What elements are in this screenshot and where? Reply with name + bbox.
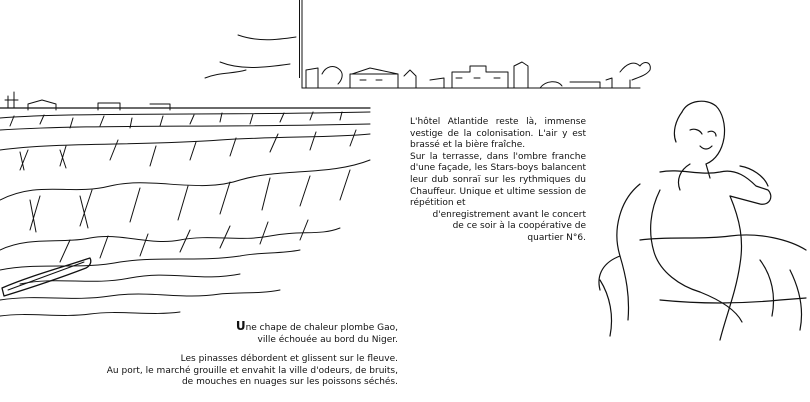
landscape-illustration xyxy=(0,35,370,316)
right-paragraph-2-end-3: quartier N°6. xyxy=(527,232,586,243)
right-paragraph-2-end-1: d'enregistrement avant le concert xyxy=(432,209,586,220)
right-caption xyxy=(410,117,586,245)
caption-line-3: Les pinasses débordent et glissent sur le fleuve. xyxy=(180,354,398,365)
dropcap: U xyxy=(235,319,246,333)
panel-divider xyxy=(299,0,300,78)
left-caption xyxy=(80,321,398,389)
town-skyline-illustration xyxy=(302,0,650,88)
caption-line-5: de mouches en nuages sur les poissons séchés. xyxy=(181,377,398,388)
caption-line-4: Au port, le marché grouille et envahit la ville d'odeurs, de bruits, xyxy=(106,365,398,376)
right-paragraph-2: Sur la terrasse, dans l'ombre franche d'une façade, les Stars-boys balancent leur dub sonraï sur les rythmiques du Chauffeur. Unique et ultime session de répétition et xyxy=(410,151,586,209)
caption-line-2: ville échouée au bord du Niger. xyxy=(257,334,398,345)
seated-man-illustration xyxy=(599,101,806,340)
right-paragraph-2-end-2: de ce soir à la coopérative de xyxy=(452,221,586,232)
caption-line-1: Une chape de chaleur plombe Gao, xyxy=(235,319,398,333)
right-paragraph-1: L'hôtel Atlantide reste là, immense vestige de la colonisation. L'air y est brassé et la bière fraîche. xyxy=(410,117,586,151)
